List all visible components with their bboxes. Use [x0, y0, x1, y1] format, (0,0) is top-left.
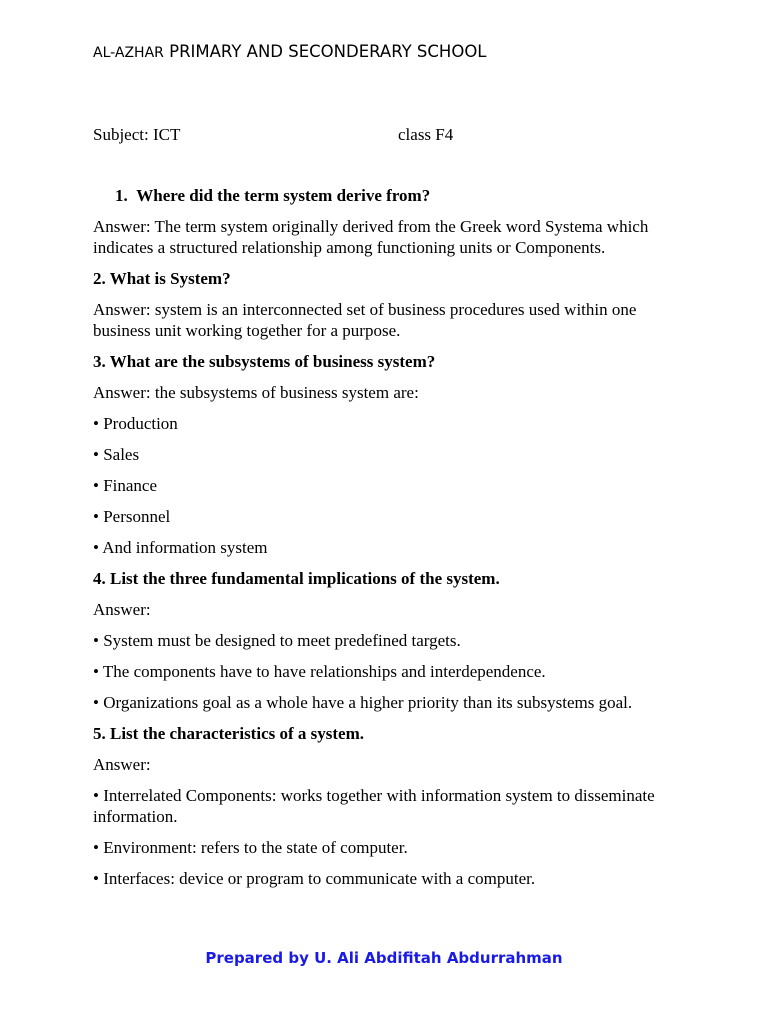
school-header: [93, 42, 487, 61]
answer-text: Answer: The term system originally derived from the Greek word Systema which indicates a structured relationship among functioning units or Components.: [93, 217, 649, 257]
question-heading: 4. List the three fundamental implications of the system.: [93, 569, 500, 588]
bullet-item: • Sales: [93, 445, 140, 464]
answer-text: Answer: system is an interconnected set of business procedures used within one business unit working together for a purpose.: [93, 300, 637, 340]
bullet-item: • Organizations goal as a whole have a higher priority than its subsystems goal.: [93, 693, 633, 712]
subject-label: Subject: ICT: [93, 125, 181, 144]
bullet-item: • Interrelated Components: works together with information system to disseminate information.: [93, 786, 655, 826]
answer-text: Answer:: [93, 755, 151, 774]
question-heading: 5. List the characteristics of a system.: [93, 724, 364, 743]
school-header-rest: PRIMARY AND SECONDERARY SCHOOL: [163, 42, 487, 61]
bullet-item: • And information system: [93, 538, 268, 557]
answer-text: Answer: the subsystems of business system are:: [93, 383, 419, 402]
bullet-item: • The components have to have relationships and interdependence.: [93, 662, 546, 681]
question-heading: 3. What are the subsystems of business system?: [93, 352, 436, 371]
class-label: class F4: [398, 125, 454, 144]
footer-credit: Prepared by U. Ali Abdifitah Abdurrahman: [205, 949, 563, 967]
school-header-prefix: AL-AZHAR: [93, 45, 164, 61]
answer-text: Answer:: [93, 600, 151, 619]
bullet-item: • Finance: [93, 476, 158, 495]
bullet-item: • Personnel: [93, 507, 171, 526]
bullet-item: • Production: [93, 414, 178, 433]
question-heading: 1. Where did the term system derive from?: [115, 186, 431, 205]
bullet-item: • Environment: refers to the state of computer.: [93, 838, 408, 857]
question-heading: 2. What is System?: [93, 269, 231, 288]
bullet-item: • System must be designed to meet predefined targets.: [93, 631, 461, 650]
bullet-item: • Interfaces: device or program to communicate with a computer.: [93, 869, 536, 888]
subject-row: [93, 125, 693, 147]
qa-content: [93, 185, 683, 899]
